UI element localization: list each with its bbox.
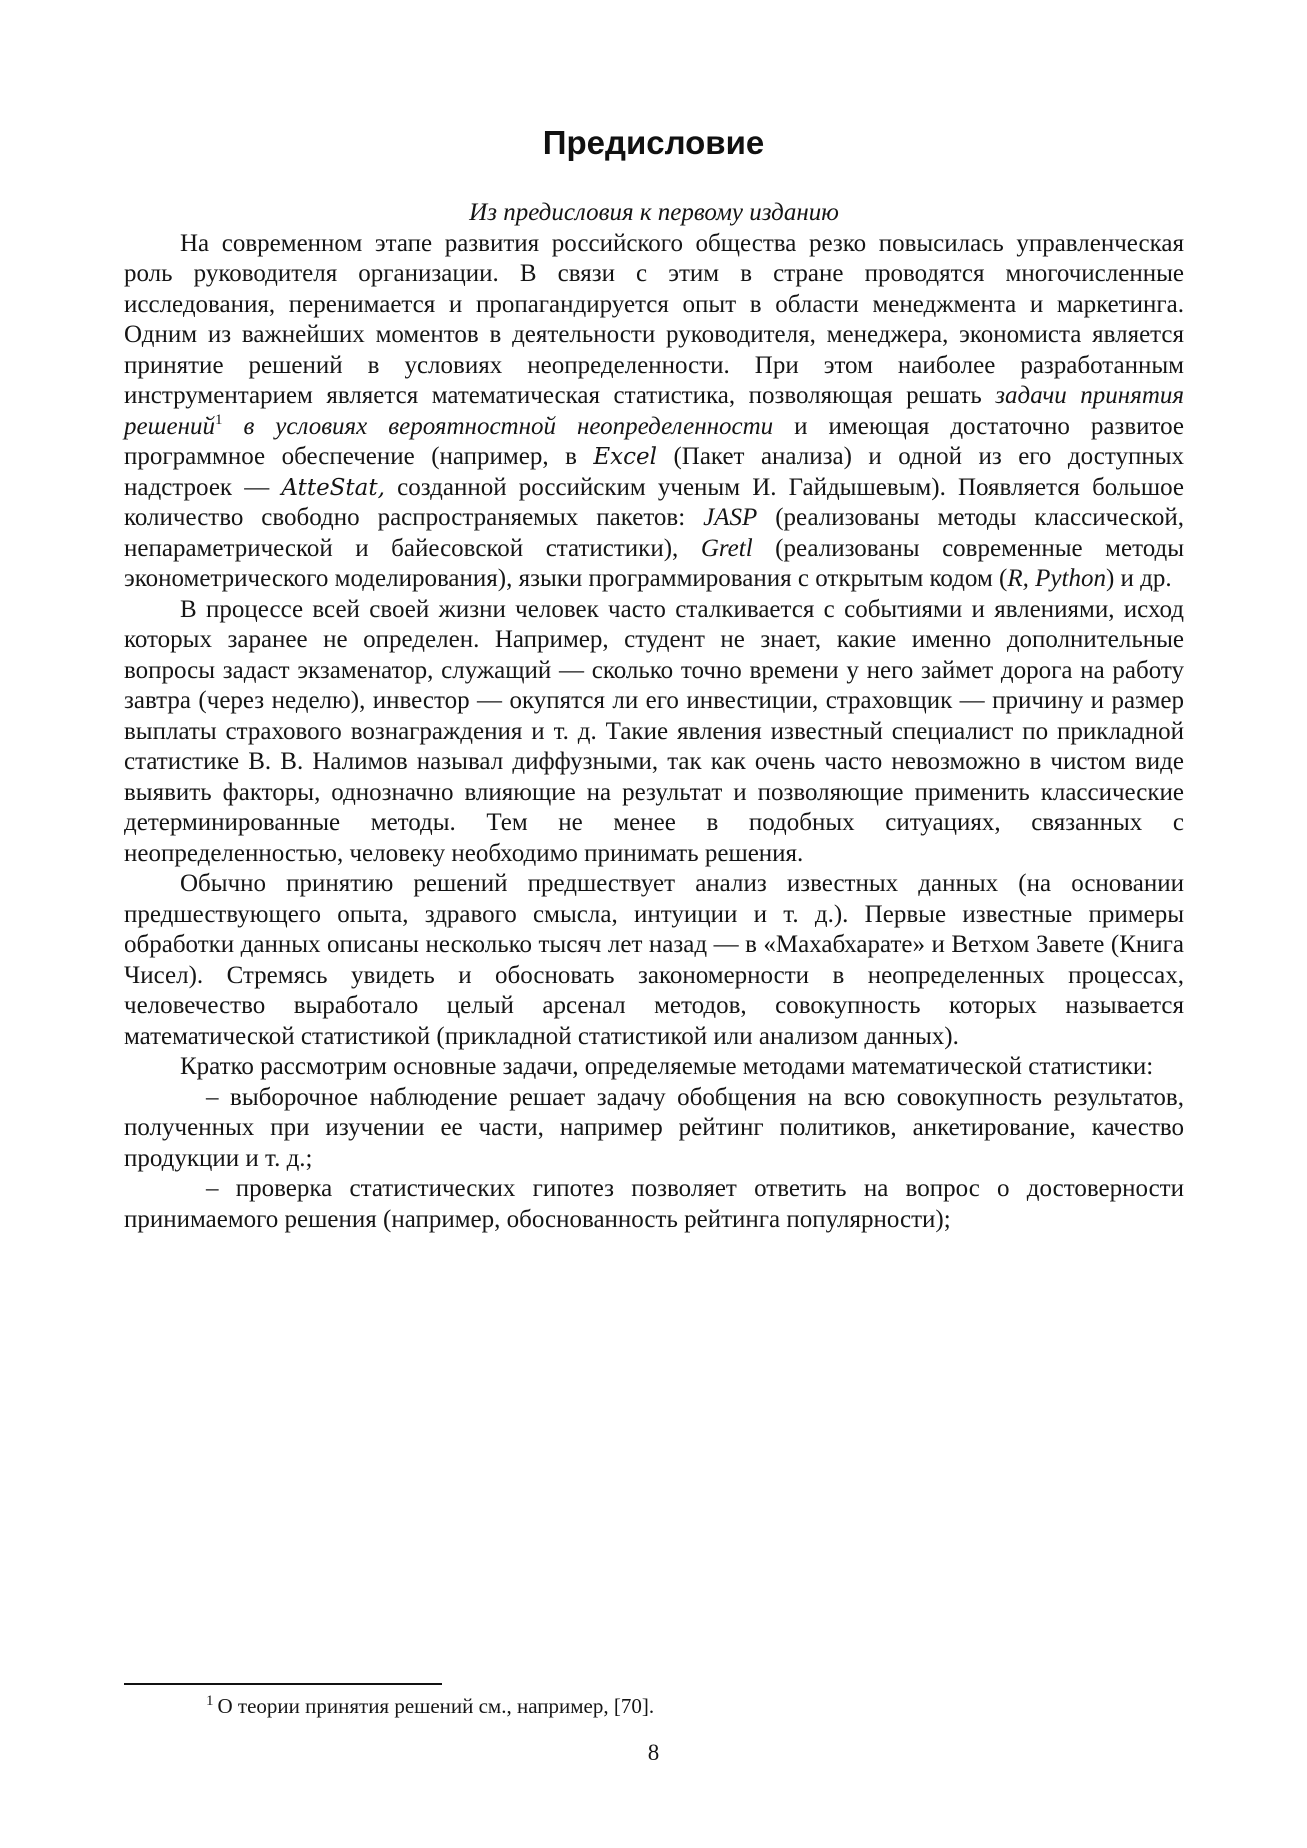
p1-text-g: ) и др. (1105, 565, 1172, 592)
list-item: – выборочное наблюдение решает задачу обобщения на всю совокупность результатов, полученных при изучении ее части, например рейтинг политиков, анкетирование, качество продукции и т. д.; (124, 1083, 1184, 1172)
r-python-term: R, Python (1007, 565, 1106, 592)
excel-term: Excel (593, 444, 657, 470)
paragraph-1 (124, 229, 1184, 595)
paragraph-4: Кратко рассмотрим основные задачи, определяемые методами математической статистики: (180, 1053, 1154, 1080)
subtitle: Из предисловия к первому изданию (469, 199, 839, 226)
paragraph-2: В процессе всей своей жизни человек часто сталкивается с событиями и явлениями, исход которых заранее не определен. Например, студент не знает, какие именно дополнительные вопросы задаст экзаменатор, служащий — сколько точно времени у него займет дорога на работу завтра (через неделю), инвестор — окупятся ли его инвестиции, страховщик — причину и размер выплаты страхового вознаграждения и т. д. Такие явления известный специалист по прикладной статистике В. В. Налимов называл диффузными, так как очень часто невозможно в чистом виде выявить факторы, однозначно влияющие на результат и позволяющие применить классические детерминированные методы. Тем не менее в подобных ситуациях, связанных с неопределенностью, человеку необходимо принимать решения. (124, 595, 1184, 867)
footnote-text: О теории принятия решений см., например, [70]. (217, 1694, 655, 1718)
footnote (206, 1694, 654, 1719)
paragraph-3: Обычно принятию решений предшествует анализ известных данных (на основании предшествующего опыта, здравого смысла, интуиции и т. д.). Первые известные примеры обработки данных описаны несколько тысяч лет назад — в «Махабхарате» и Ветхом Завете (Книга Чисел). Стремясь увидеть и обосновать закономерности в неопределенных процессах, человечество выработало целый арсенал методов, совокупность которых называется математической статистикой (прикладной статистикой или анализом данных). (124, 870, 1184, 1050)
p1-text-f: (реализованы современные методы эконометрического моделирования), языки программирования с открытым кодом ( (124, 534, 1184, 592)
p1-text-a: На современном этапе развития российского общества резко повысилась управленческая роль руководителя организации. В связи с этим в стране проводятся многочисленные исследования, перенимается и пропагандируется опыт в области менеджмента и маркетинга. Одним из важнейших моментов в деятельности руководителя, менеджера, экономиста является принятие решений в условиях неопределенности. При этом наиболее разработанным инструментарием является математическая статистика, позволяющая решать (124, 229, 1184, 409)
p1-text-d: созданной российским ученым И. Гайдышевым). Появляется большое количество свободно распространяемых пакетов: (124, 473, 1184, 531)
main-text (124, 198, 1184, 1235)
list-item: – проверка статистических гипотез позволяет ответить на вопрос о достоверности принимаемого решения (например, обоснованность рейтинга популярности); (124, 1175, 1184, 1233)
p1-text-c: (Пакет анализа) и одной из его доступных надстроек — (124, 443, 1184, 501)
attestat-term: AtteStat, (281, 474, 385, 501)
gretl-term: Gretl (700, 534, 753, 562)
jasp-term: JASP (703, 504, 758, 531)
p1-text-b: и имеющая достаточно развитое программное обеспечение (например, в (124, 412, 1184, 470)
p1-italic-decision-tasks: задачи принятия решений (124, 382, 1184, 440)
p1-italic-uncertainty: в условиях вероятностной неопределенности (222, 412, 774, 440)
footnote-mark: 1 (206, 1693, 214, 1709)
p1-text-e: (реализованы методы классической, непараметрической и байесовской статистики), (124, 504, 1184, 562)
page-number: 8 (647, 1740, 660, 1765)
page-title: Предисловие (542, 124, 765, 161)
footnote-divider (124, 1683, 442, 1685)
footnote-ref: 1 (214, 411, 223, 428)
